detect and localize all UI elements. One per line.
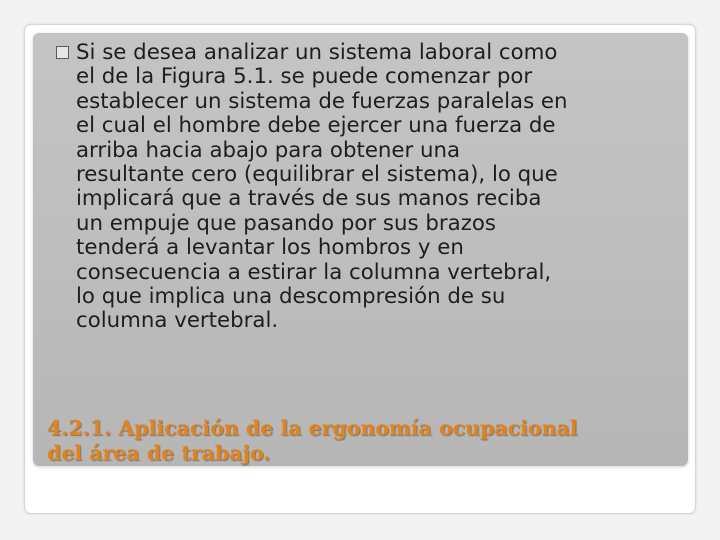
bullet-text: Si se desea analizar un sistema laboral como el de la Figura 5.1. se puede comenzar por establecer un sistema de fuerzas paralelas en el cual el hombre debe ejercer una fuerza de arriba hacia abajo para obtener una resultante cero (equilibrar el sistema), lo que implicará que a través de sus manos reciba un empuje que pasando por sus brazos tenderá a levantar los hombros y en consecuencia a estirar la columna vertebral, lo que implica una descompresión de su columna vertebral. bbox=[76, 40, 568, 334]
bullet-box-icon bbox=[56, 46, 69, 59]
bullet-item bbox=[56, 41, 681, 334]
section-heading: 4.2.1. Aplicación de la ergonomía ocupacional del área de trabajo. bbox=[47, 416, 578, 465]
